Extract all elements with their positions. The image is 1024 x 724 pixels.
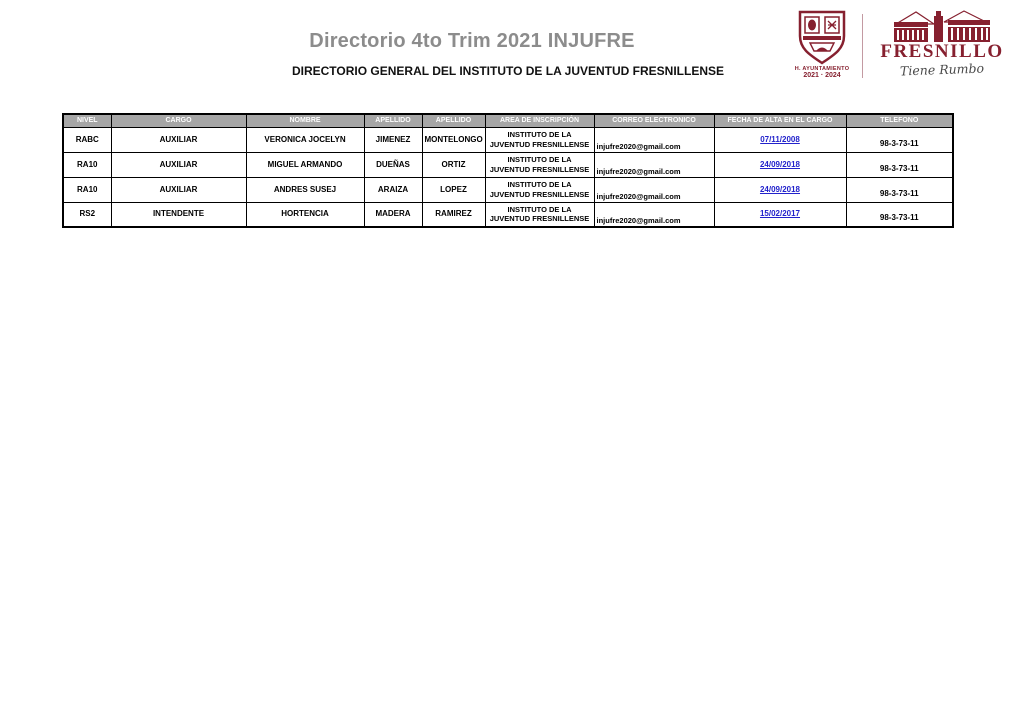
header-area: AREA DE INSCRIPCIÓN (485, 114, 594, 127)
fresnillo-logo (867, 8, 1017, 77)
cell-apellido-2: LOPEZ (422, 177, 485, 202)
cell-nombre: ANDRES SUSEJ (246, 177, 364, 202)
cell-area: INSTITUTO DE LA JUVENTUD FRESNILLENSE (485, 177, 594, 202)
cell-telefono: 98-3-73-11 (846, 202, 953, 227)
cell-nivel: RS2 (63, 202, 111, 227)
header-apellido-2: APELLIDO (422, 114, 485, 127)
header-nombre: NOMBRE (246, 114, 364, 127)
cell-nivel: RABC (63, 127, 111, 152)
header-logos (784, 8, 1017, 79)
cell-nivel: RA10 (63, 152, 111, 177)
cell-area: INSTITUTO DE LA JUVENTUD FRESNILLENSE (485, 202, 594, 227)
cell-apellido-1: MADERA (364, 202, 422, 227)
cell-telefono: 98-3-73-11 (846, 152, 953, 177)
logo-divider (862, 14, 863, 78)
ayuntamiento-years: 2021 · 2024 (803, 72, 841, 79)
header-apellido-1: APELLIDO (364, 114, 422, 127)
cell-correo: injufre2020@gmail.com (594, 202, 714, 227)
cell-apellido-2: MONTELONGO (422, 127, 485, 152)
cell-apellido-1: ARAIZA (364, 177, 422, 202)
cell-cargo: AUXILIAR (111, 177, 246, 202)
page-title: Directorio 4to Trim 2021 INJUFRE (309, 30, 635, 52)
cell-fecha-alta (714, 152, 846, 177)
cell-fecha-alta (714, 127, 846, 152)
cell-nombre: HORTENCIA (246, 202, 364, 227)
cell-cargo: AUXILIAR (111, 152, 246, 177)
cell-nivel: RA10 (63, 177, 111, 202)
cell-cargo: AUXILIAR (111, 127, 246, 152)
table-row (63, 202, 953, 227)
shield-crest-icon (784, 10, 860, 66)
header-cargo: CARGO (111, 114, 246, 127)
cell-apellido-1: JIMENEZ (364, 127, 422, 152)
cell-telefono: 98-3-73-11 (846, 177, 953, 202)
cell-cargo: INTENDENTE (111, 202, 246, 227)
cell-apellido-2: RAMIREZ (422, 202, 485, 227)
fresnillo-wordmark: FRESNILLO (880, 41, 1004, 62)
page-subtitle: DIRECTORIO GENERAL DEL INSTITUTO DE LA JUVENTUD FRESNILLENSE (291, 64, 725, 78)
table-row (63, 177, 953, 202)
header-telefono: TELEFONO (846, 114, 953, 127)
header-fecha-alta: FECHA DE ALTA EN EL CARGO (714, 114, 846, 127)
cell-correo: injufre2020@gmail.com (594, 152, 714, 177)
ayuntamiento-logo (784, 8, 860, 79)
fresnillo-tagline: Tiene Rumbo (899, 60, 985, 79)
table-header-row (63, 114, 953, 127)
cell-nombre: VERONICA JOCELYN (246, 127, 364, 152)
fecha-alta-link[interactable]: 07/11/2008 (760, 134, 800, 144)
cell-area: INSTITUTO DE LA JUVENTUD FRESNILLENSE (485, 152, 594, 177)
cell-apellido-1: DUEÑAS (364, 152, 422, 177)
ayuntamiento-label: H. AYUNTAMIENTO (794, 66, 850, 72)
header-correo: CORREO ELECTRONICO (594, 114, 714, 127)
cell-apellido-2: ORTIZ (422, 152, 485, 177)
cell-correo: injufre2020@gmail.com (594, 177, 714, 202)
header-nivel: NIVEL (63, 114, 111, 127)
cell-telefono: 98-3-73-11 (846, 127, 953, 152)
cell-area: INSTITUTO DE LA JUVENTUD FRESNILLENSE (485, 127, 594, 152)
table-row (63, 152, 953, 177)
fecha-alta-link[interactable]: 15/02/2017 (759, 209, 801, 219)
fecha-alta-link[interactable]: 24/09/2018 (759, 159, 801, 169)
cell-correo: injufre2020@gmail.com (594, 127, 714, 152)
cell-fecha-alta (714, 202, 846, 227)
cell-nombre: MIGUEL ARMANDO (246, 152, 364, 177)
directory-table (62, 113, 954, 228)
monument-building-icon (867, 8, 1017, 44)
cell-fecha-alta (714, 177, 846, 202)
fecha-alta-link[interactable]: 24/09/2018 (759, 184, 801, 194)
table-row (63, 127, 953, 152)
